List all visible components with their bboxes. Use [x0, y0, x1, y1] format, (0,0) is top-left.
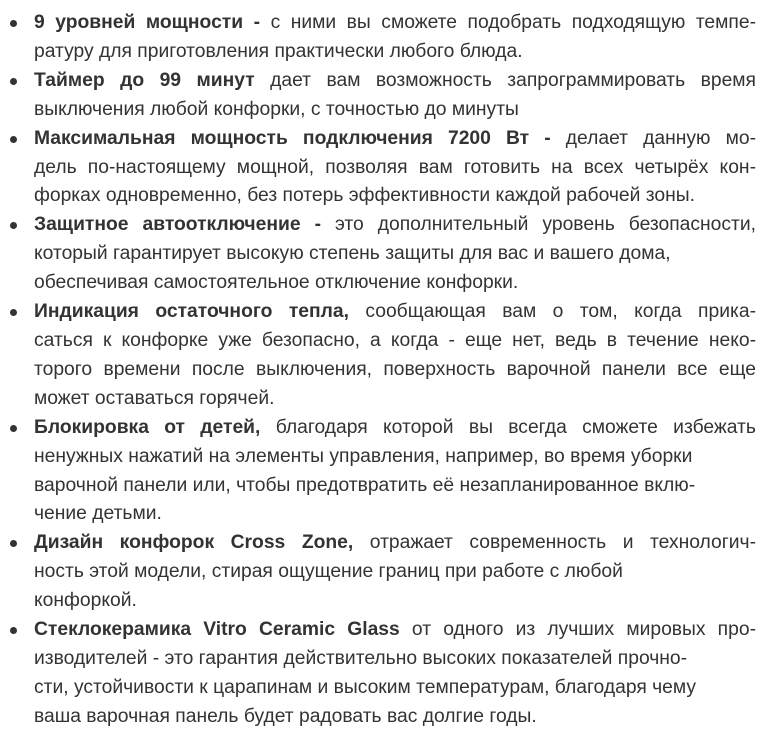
text-line: изводителей - это гарантия действительно высоких показателей прочно- — [34, 647, 688, 669]
first-line — [34, 125, 756, 154]
feature-title: 9 уровней мощности - — [34, 12, 261, 33]
text-line: ность этой модели, стирая ощущение границ при работе с любой — [34, 561, 623, 583]
feature-title: Максимальная мощность подключения 7200 Вт - — [34, 127, 551, 149]
feature-text: сообщающая вам о том, когда прика- — [348, 301, 756, 323]
first-line — [34, 9, 756, 38]
list-item — [0, 9, 764, 67]
text-line: конфоркой. — [34, 590, 137, 612]
feature-text: с ними вы сможете подобрать подходящую темпе- — [260, 12, 756, 33]
first-line — [34, 67, 756, 96]
text-line: варочной панели или, чтобы предотвратить её незапланированное вклю- — [34, 474, 696, 496]
feature-title: Блокировка от детей, — [34, 416, 261, 438]
first-line — [34, 211, 756, 240]
list-item — [0, 529, 764, 616]
text-line: торого времени после выключения, поверхность варочной панели все еще — [34, 358, 756, 380]
first-line — [34, 616, 756, 645]
list-item — [0, 211, 764, 298]
first-line — [34, 414, 756, 443]
text-line: обеспечивая самостоятельное отключение конфорки. — [34, 272, 519, 294]
text-line: дель по-настоящему мощной, позволяя вам готовить на всех четырёх кон- — [34, 156, 756, 178]
text-line: может оставаться горячей. — [34, 387, 275, 409]
list-item — [0, 125, 764, 212]
feature-text: благодаря которой вы всегда сможете избежать — [260, 416, 756, 438]
feature-title: Дизайн конфорок Cross Zone, — [34, 532, 354, 554]
feature-text: это дополнительный уровень безопасности, — [321, 214, 756, 236]
list-item — [0, 298, 764, 414]
text-line: ратуру для приготовления практически любого блюда. — [34, 40, 523, 62]
text-line: сти, устойчивости к царапинам и высоким температурам, благодаря чему — [34, 676, 697, 698]
list-item — [0, 616, 764, 732]
first-line — [34, 529, 756, 558]
text-line: форках одновременно, без потерь эффективности каждой рабочей зоны. — [34, 185, 695, 207]
text-line: чение детьми. — [34, 503, 162, 525]
feature-title: Индикация остаточного тепла, — [34, 301, 349, 323]
feature-title: Таймер до 99 минут — [34, 69, 255, 91]
first-line — [34, 298, 756, 327]
feature-text: дает вам возможность запрограммировать время — [254, 69, 756, 91]
text-line: ваша варочная панель будет радовать вас долгие годы. — [34, 705, 537, 727]
feature-text: отражает современность и технологич- — [353, 532, 756, 554]
text-line: выключения любой конфорки, с точностью до минуты — [34, 98, 519, 120]
feature-title: Защитное автоотключение - — [34, 214, 321, 236]
feature-text: от одного из лучших мировых про- — [399, 619, 756, 641]
text-line: ненужных нажатий на элементы управления, например, во время уборки — [34, 445, 693, 467]
feature-text: делает данную мо- — [550, 127, 756, 149]
list-item — [0, 414, 764, 530]
feature-title: Стеклокерамика Vitro Ceramic Glass — [34, 619, 400, 641]
text-line: саться к конфорке уже безопасно, а когда - еще нет, ведь в течение неко- — [34, 329, 756, 351]
text-line: который гарантирует высокую степень защиты для вас и вашего дома, — [34, 243, 671, 265]
list-item — [0, 67, 764, 125]
